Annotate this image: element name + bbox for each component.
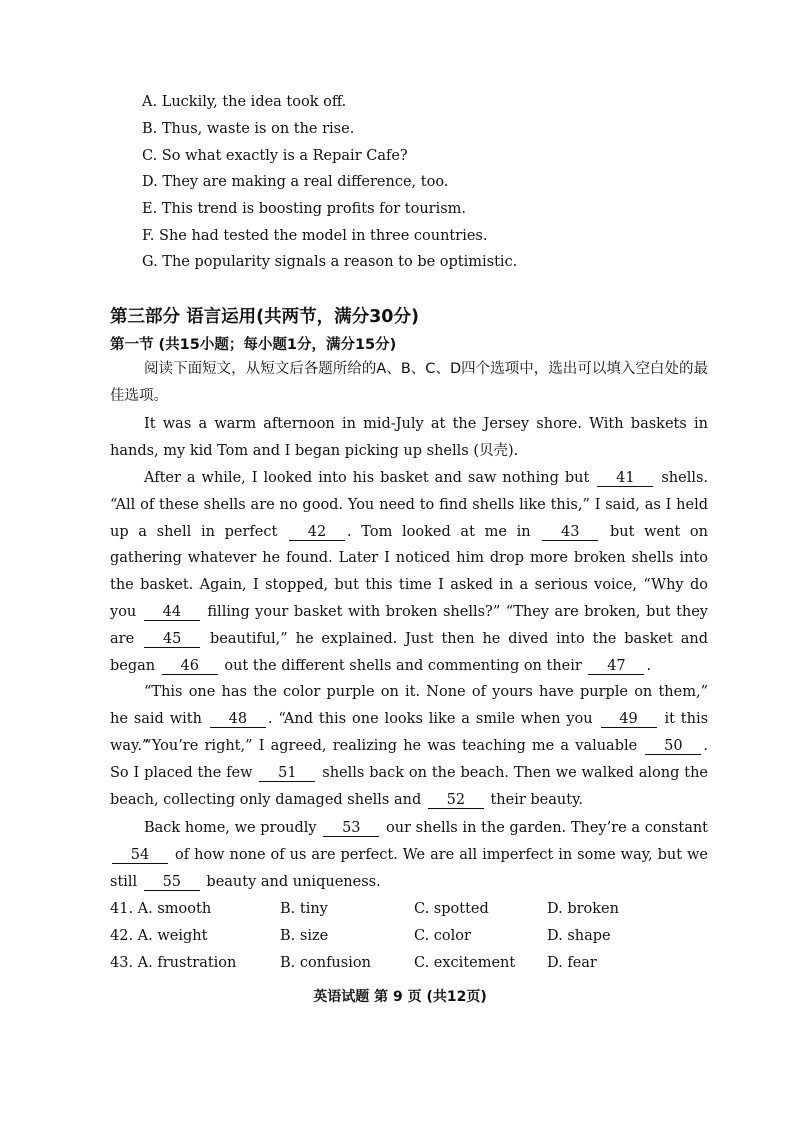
- blank-43: 43: [542, 524, 598, 541]
- blank-53: 53: [323, 820, 379, 837]
- question-41: [110, 901, 710, 923]
- question-43-option-d: D. fear: [547, 955, 597, 971]
- option-c: C. So what exactly is a Repair Cafe?: [142, 148, 408, 164]
- question-41-option-c: C. spotted: [414, 901, 489, 917]
- option-e: E. This trend is boosting profits for tourism.: [142, 201, 467, 217]
- instruction: [110, 356, 708, 410]
- question-42-option-d: D. shape: [547, 928, 611, 944]
- section-title: 第三部分 语言运用(共两节，满分30分): [110, 307, 419, 327]
- blank-50: 50: [645, 738, 701, 755]
- question-41-option-a: 41. A. smooth: [110, 901, 212, 917]
- option-a: A. Luckily, the idea took off.: [142, 94, 347, 110]
- blank-45: 45: [144, 631, 200, 648]
- question-42-option-c: C. color: [414, 928, 471, 944]
- option-d: D. They are making a real difference, too.: [142, 174, 449, 190]
- section-subtitle: 第一节 (共15小题；每小题1分，满分15分): [110, 337, 397, 353]
- question-43-option-a: 43. A. frustration: [110, 955, 237, 971]
- question-42-option-a: 42. A. weight: [110, 928, 208, 944]
- blank-49: 49: [601, 711, 657, 728]
- question-41-option-b: B. tiny: [280, 901, 328, 917]
- option-f: F. She had tested the model in three countries.: [142, 228, 488, 244]
- blank-41: 41: [597, 470, 653, 487]
- page-footer: 英语试题 第 9 页 (共12页): [313, 989, 487, 1005]
- blank-42: 42: [289, 524, 345, 541]
- question-42-option-b: B. size: [280, 928, 329, 944]
- question-42: [110, 928, 710, 950]
- question-43: [110, 955, 710, 977]
- blank-55: 55: [144, 874, 200, 891]
- option-g: G. The popularity signals a reason to be optimistic.: [142, 254, 518, 270]
- blank-48: 48: [210, 711, 266, 728]
- blank-51: 51: [259, 765, 315, 782]
- option-b: B. Thus, waste is on the rise.: [142, 121, 355, 137]
- question-43-option-c: C. excitement: [414, 955, 516, 971]
- passage-paragraph-2: After a while, I looked into his basket and saw nothing but 41 shells. “All of these shells are no good. You need to find shells like this,” I said, as I held up a shell in perfect 42 . Tom looked at me in 43 but went on gathering whatever he found. Later I noticed him drop more broken shells into the basket. Again, I stopped, but this time I asked in a serious voice, “Why do you 44 filling your basket with broken shells?” “They are broken, but they are 45 beautiful,” he explained. Just then he dived into the basket and began 46 out the different shells and commenting on their 47 .: [110, 470, 709, 674]
- blank-47: 47: [588, 658, 644, 675]
- passage-paragraph-3: “This one has the color purple on it. None of yours have purple on them,” he said with 48 . “And this one looks like a smile when you 49 it this way.”: [110, 684, 709, 754]
- question-41-option-d: D. broken: [547, 901, 619, 917]
- blank-52: 52: [428, 792, 484, 809]
- blank-46: 46: [162, 658, 218, 675]
- passage-paragraph-1: It was a warm afternoon in mid-July at the Jersey shore. With baskets in hands, my kid Tom and I began picking up shells (贝壳).: [110, 416, 708, 459]
- question-43-option-b: B. confusion: [280, 955, 371, 971]
- instruction-text: 阅读下面短文，从短文后各题所给的A、B、C、D四个选项中，选出可以填入空白处的最佳选项。: [110, 361, 708, 404]
- blank-54: 54: [112, 847, 168, 864]
- passage-paragraph-4: “You’re right,” I agreed, realizing he was teaching me a valuable 50 . So I placed the few 51 shells back on the beach. Then we walked along the beach, collecting only damaged shells and 52 their beauty.: [110, 738, 709, 808]
- blank-44: 44: [144, 604, 200, 621]
- passage-paragraph-5: Back home, we proudly 53 our shells in the garden. They’re a constant 54 of how none of us are perfect. We are all imperfect in some way, but we still 55 beauty and uniqueness.: [110, 820, 709, 890]
